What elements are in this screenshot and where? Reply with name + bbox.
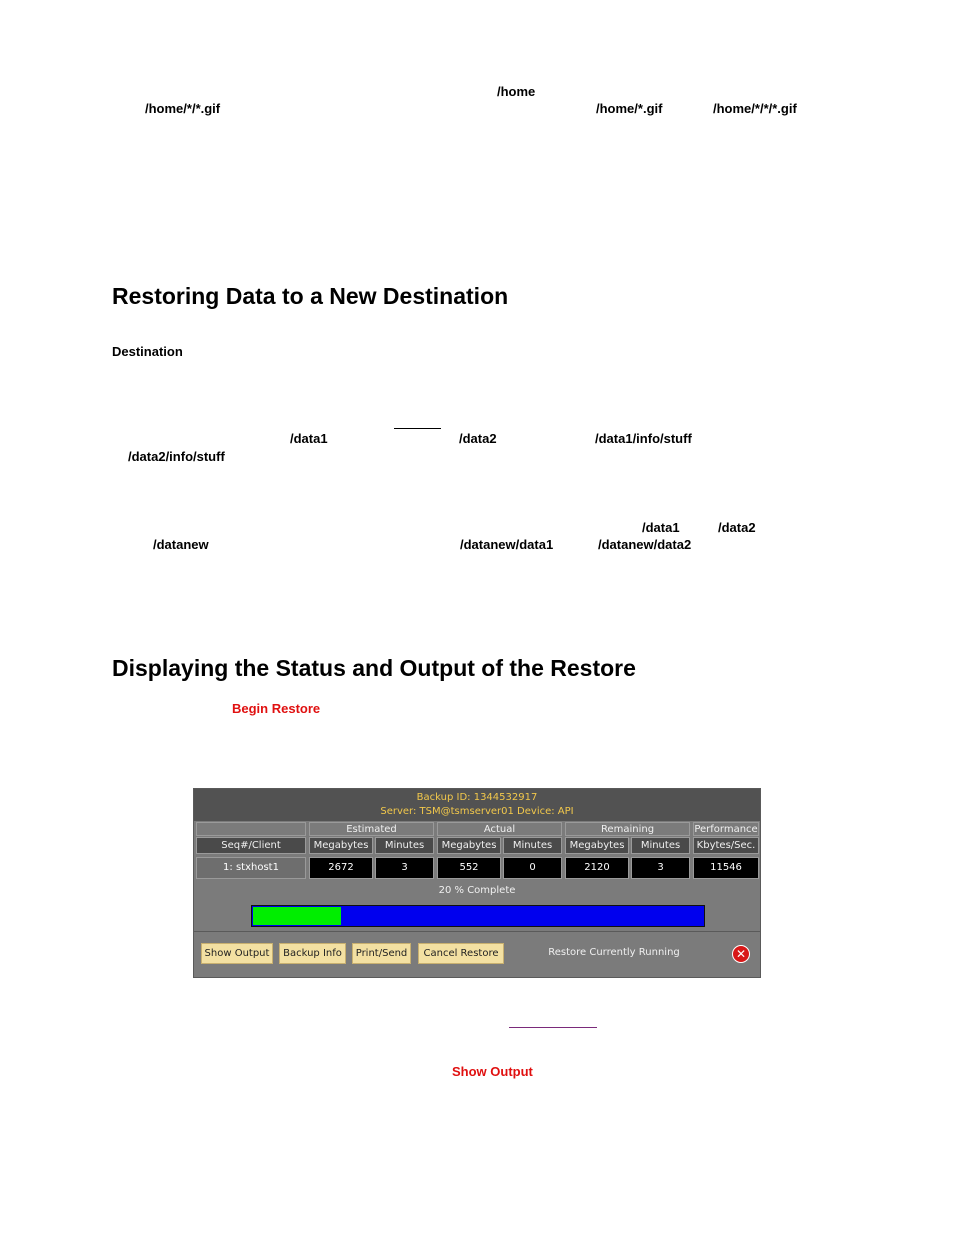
progress-bar: [251, 905, 705, 927]
col-kbytes-sec: Kbytes/Sec.: [693, 837, 759, 854]
client-cell[interactable]: 1: stxhost1: [196, 857, 306, 879]
remaining-group: Remaining: [565, 822, 690, 836]
estimated-mb-value: 2672: [309, 857, 373, 879]
restore-status-window: [193, 788, 761, 978]
restore-status-text: Restore Currently Running: [548, 947, 680, 958]
heading-restore-new-destination: Restoring Data to a New Destination: [112, 283, 509, 309]
panel-divider: [194, 931, 760, 932]
print-send-button[interactable]: Print/Send: [352, 943, 411, 964]
path-datanew: /datanew: [153, 537, 209, 552]
server-device: Server: TSM@tsmserver01 Device: API: [380, 806, 574, 817]
actual-min-value: 0: [503, 857, 562, 879]
path-data1-info-stuff: /data1/info/stuff: [595, 431, 692, 446]
col-actual-mb: Megabytes: [437, 837, 501, 854]
col-estimated-mb: Megabytes: [309, 837, 373, 854]
cancel-restore-button[interactable]: Cancel Restore: [418, 943, 504, 964]
col-remaining-min: Minutes: [631, 837, 690, 854]
destination-label: Destination: [112, 344, 183, 359]
client-group-header: [196, 822, 306, 836]
path-home-deep-gif: /home/*/*/*.gif: [713, 101, 797, 116]
actual-mb-value: 552: [437, 857, 501, 879]
path-data2-b: /data2: [718, 520, 756, 535]
col-remaining-mb: Megabytes: [565, 837, 629, 854]
path-data2-info-stuff: /data2/info/stuff: [128, 449, 225, 464]
actual-group: Actual: [437, 822, 562, 836]
progress-fill: [253, 907, 341, 925]
backup-id: Backup ID: 1344532917: [416, 792, 538, 803]
underline-link[interactable]: [394, 428, 441, 429]
underline-link-purple[interactable]: [509, 1027, 597, 1028]
path-home: /home: [497, 84, 536, 99]
percent-complete: 20 % Complete: [438, 885, 516, 896]
path-data1: /data1: [290, 431, 328, 446]
remaining-min-value: 3: [631, 857, 690, 879]
estimated-group: Estimated: [309, 822, 434, 836]
performance-group: Performance: [694, 824, 758, 835]
path-home-gif: /home/*.gif: [596, 101, 663, 116]
col-seq-client: Seq#/Client: [196, 837, 306, 854]
col-actual-min: Minutes: [503, 837, 562, 854]
col-estimated-min: Minutes: [375, 837, 434, 854]
begin-restore-ref: Begin Restore: [232, 701, 321, 716]
path-datanew-data1: /datanew/data1: [460, 537, 554, 552]
close-icon[interactable]: ✕: [732, 945, 750, 963]
path-datanew-data2: /datanew/data2: [598, 537, 692, 552]
show-output-button[interactable]: Show Output: [201, 943, 273, 964]
path-home-any-gif: /home/*/*.gif: [145, 101, 221, 116]
show-output-ref: Show Output: [452, 1064, 533, 1079]
estimated-min-value: 3: [375, 857, 434, 879]
backup-info-button[interactable]: Backup Info: [279, 943, 346, 964]
kbytes-sec-value: 11546: [693, 857, 759, 879]
remaining-mb-value: 2120: [565, 857, 629, 879]
heading-status-output: Displaying the Status and Output of the Restore: [112, 655, 636, 681]
path-data1-b: /data1: [642, 520, 680, 535]
path-data2: /data2: [459, 431, 497, 446]
